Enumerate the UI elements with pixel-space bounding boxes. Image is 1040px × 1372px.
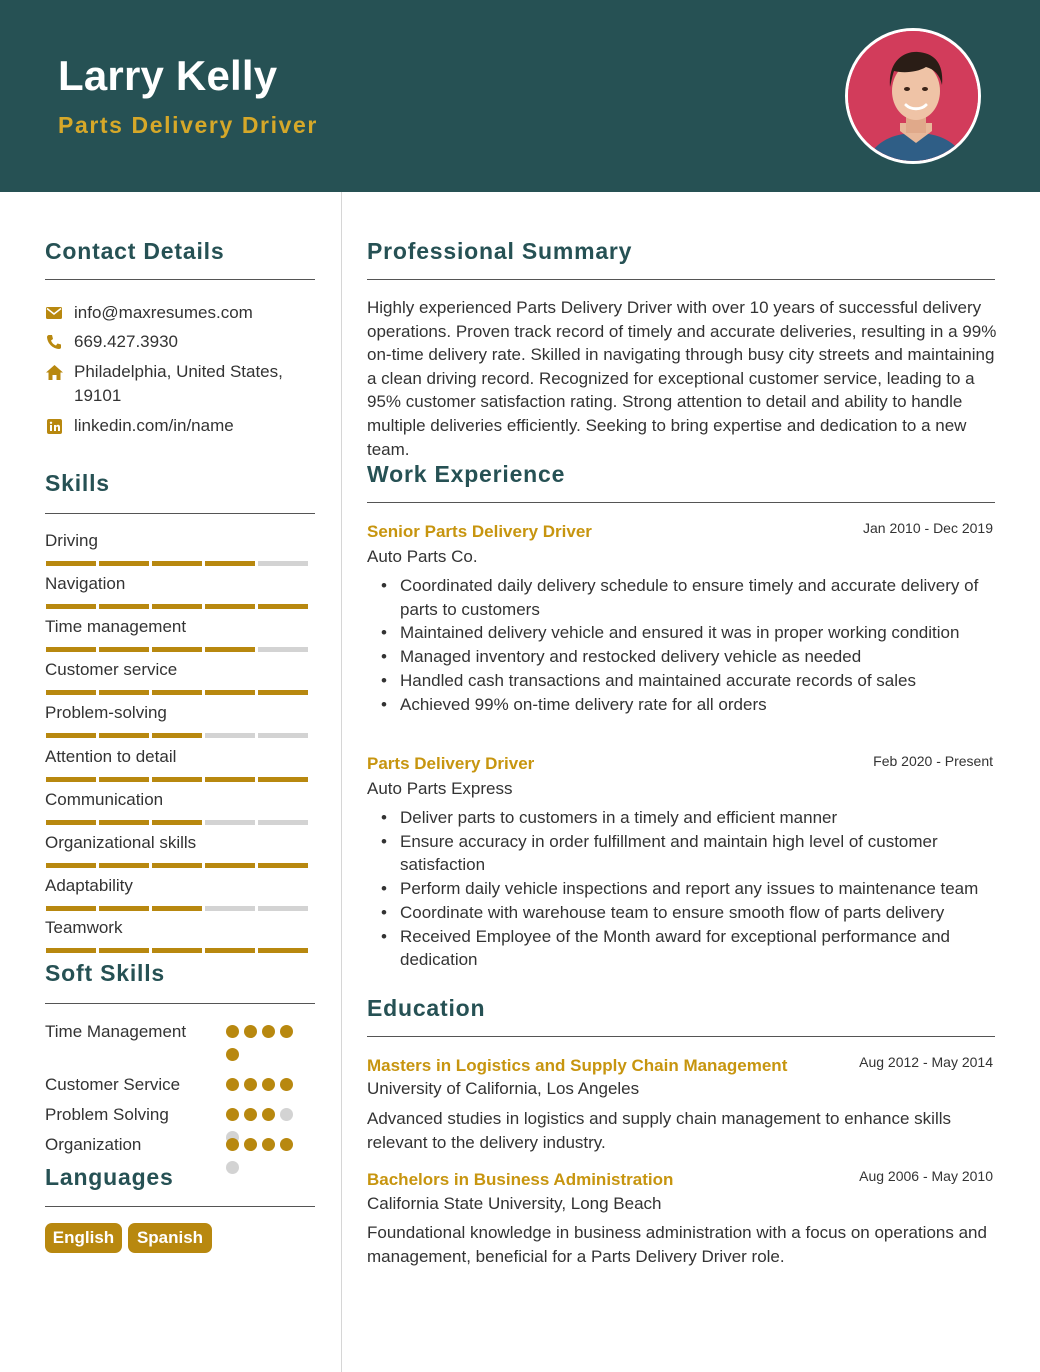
contact-linkedin [45, 414, 314, 438]
skill-level-bar [46, 820, 311, 825]
skill-level-segment [46, 777, 96, 782]
job-bullets [380, 806, 997, 972]
soft-skill-dot [280, 1025, 293, 1038]
skill-level-segment [99, 906, 149, 911]
skill-level-segment [46, 647, 96, 652]
soft-skill-dot [280, 1138, 293, 1151]
skill-level-segment [46, 863, 96, 868]
edu-degree: Masters in Logistics and Supply Chain Management [367, 1056, 788, 1075]
skill-label: Adaptability [45, 876, 133, 895]
soft-skill-dot [226, 1138, 239, 1151]
skill-level-segment [99, 561, 149, 566]
contact-phone [45, 330, 314, 354]
person-portrait-icon [848, 31, 981, 164]
edu-degree: Bachelors in Business Administration [367, 1170, 674, 1189]
skill-level-segment [258, 777, 308, 782]
skill-level-segment [99, 647, 149, 652]
skills-heading-rule [45, 513, 315, 514]
job-role: Parts Delivery Driver [367, 754, 535, 773]
experience-heading: Work Experience [367, 461, 566, 487]
contact-email [45, 301, 314, 325]
skill-level-segment [46, 906, 96, 911]
contact-heading: Contact Details [45, 238, 225, 264]
soft-skill-dot [280, 1108, 293, 1121]
skill-level-segment [99, 777, 149, 782]
skill-label: Attention to detail [45, 747, 177, 766]
job-dates: Feb 2020 - Present [873, 753, 993, 769]
skill-level-segment [205, 604, 255, 609]
skill-level-segment [99, 948, 149, 953]
skill-label: Navigation [45, 574, 126, 593]
contact-address-text: Philadelphia, United States, 19101 [74, 362, 283, 405]
skill-level-bar [46, 647, 311, 652]
skill-level-segment [152, 777, 202, 782]
soft-skill-label: Problem Solving [45, 1105, 169, 1124]
job-company: Auto Parts Express [367, 779, 513, 798]
skill-level-segment [205, 820, 255, 825]
education-heading-rule [367, 1036, 995, 1037]
skill-level-segment [152, 948, 202, 953]
skill-level-segment [152, 561, 202, 566]
list-item: • Deliver parts to customers in a timely and efficient manner [380, 806, 997, 830]
contact-phone-text: 669.427.3930 [74, 332, 178, 351]
skill-level-segment [46, 561, 96, 566]
skill-level-segment [258, 733, 308, 738]
language-pill: Spanish [128, 1223, 212, 1253]
skill-level-segment [258, 820, 308, 825]
soft-skill-dot [262, 1138, 275, 1151]
candidate-title: Parts Delivery Driver [58, 112, 318, 138]
skill-level-segment [99, 863, 149, 868]
soft-skill-dot [244, 1138, 257, 1151]
soft-skill-dot [226, 1108, 239, 1121]
soft-skill-dot [280, 1078, 293, 1091]
skill-level-bar [46, 561, 311, 566]
skill-level-segment [99, 733, 149, 738]
skill-level-segment [99, 820, 149, 825]
list-item: • Perform daily vehicle inspections and report any issues to maintenance team [380, 877, 997, 901]
edu-dates: Aug 2012 - May 2014 [859, 1054, 993, 1070]
envelope-icon [45, 301, 63, 325]
skill-level-segment [205, 777, 255, 782]
skill-label: Teamwork [45, 918, 123, 937]
skill-level-segment [46, 690, 96, 695]
edu-school: University of California, Los Angeles [367, 1079, 640, 1098]
list-item: • Achieved 99% on-time delivery rate for all orders [380, 693, 997, 717]
experience-heading-rule [367, 502, 995, 503]
list-item: • Maintained delivery vehicle and ensured it was in proper working condition [380, 621, 997, 645]
column-divider [341, 192, 342, 1372]
soft-skill-dot [244, 1108, 257, 1121]
job-role: Senior Parts Delivery Driver [367, 522, 592, 541]
skill-level-segment [205, 863, 255, 868]
edu-school: California State University, Long Beach [367, 1194, 662, 1213]
soft-skill-dot [226, 1025, 239, 1038]
skill-label: Driving [45, 531, 98, 550]
edu-dates: Aug 2006 - May 2010 [859, 1168, 993, 1184]
list-item: • Handled cash transactions and maintained accurate records of sales [380, 669, 997, 693]
skill-level-segment [46, 948, 96, 953]
summary-heading: Professional Summary [367, 238, 633, 264]
languages-heading: Languages [45, 1164, 174, 1190]
list-item: • Coordinate with warehouse team to ensure smooth flow of parts delivery [380, 901, 997, 925]
skill-level-segment [152, 820, 202, 825]
skill-level-bar [46, 690, 311, 695]
soft-skill-dot [244, 1078, 257, 1091]
list-item: • Ensure accuracy in order fulfillment and maintain high level of customer satisfaction [380, 830, 997, 877]
home-icon [45, 360, 63, 384]
skill-level-segment [258, 863, 308, 868]
linkedin-icon [45, 414, 63, 438]
soft-skill-label: Time Management [45, 1022, 187, 1041]
skill-level-segment [152, 863, 202, 868]
profile-photo [845, 28, 981, 164]
languages-heading-rule [45, 1206, 315, 1207]
skill-level-segment [258, 647, 308, 652]
skill-label: Problem-solving [45, 703, 167, 722]
skill-level-segment [152, 733, 202, 738]
skill-level-segment [205, 948, 255, 953]
job-dates: Jan 2010 - Dec 2019 [863, 520, 993, 536]
job-bullets [380, 574, 997, 716]
list-item: • Managed inventory and restocked delivery vehicle as needed [380, 645, 997, 669]
skill-level-segment [46, 820, 96, 825]
soft-skill-dot [262, 1078, 275, 1091]
summary-text: Highly experienced Parts Delivery Driver with over 10 years of successful delivery operations. Proven track record of timely and accurate deliveries, resulting in a 99% on-time delivery rate. Skilled in navigating through busy city streets and maintaining a clean driving record. Recognized for exceptional customer service, leading to a 95% customer satisfaction rating. Strong attention to detail and ability to handle multiple deliveries efficiently. Seeking to bring expertise and dedication to a new team. [367, 298, 997, 459]
candidate-name: Larry Kelly [58, 52, 278, 99]
phone-icon [45, 330, 63, 354]
soft-skill-dot [262, 1108, 275, 1121]
skill-level-segment [152, 906, 202, 911]
soft-skill-dot [226, 1078, 239, 1091]
skill-level-segment [205, 906, 255, 911]
skill-label: Customer service [45, 660, 178, 679]
soft-skill-dot [226, 1161, 239, 1174]
edu-description: Advanced studies in logistics and supply chain management to enhance skills relevant to the delivery industry. [367, 1109, 952, 1152]
skill-level-segment [258, 906, 308, 911]
skill-level-segment [205, 561, 255, 566]
skill-level-segment [258, 561, 308, 566]
skill-level-segment [205, 647, 255, 652]
job-company: Auto Parts Co. [367, 547, 478, 566]
resume-header [0, 0, 1040, 192]
skill-label: Communication [45, 790, 164, 809]
skill-level-segment [46, 604, 96, 609]
contact-linkedin-text: linkedin.com/in/name [74, 416, 234, 435]
skill-level-segment [258, 948, 308, 953]
edu-description: Foundational knowledge in business administration with a focus on operations and management, beneficial for a Parts Delivery Driver role. [367, 1223, 987, 1266]
skill-level-segment [99, 690, 149, 695]
skill-level-segment [205, 733, 255, 738]
contact-heading-rule [45, 279, 315, 280]
soft-skills-heading-rule [45, 1003, 315, 1004]
skill-level-bar [46, 948, 311, 953]
soft-skill-label: Customer Service [45, 1075, 181, 1094]
list-item: • Received Employee of the Month award for exceptional performance and dedication [380, 925, 997, 972]
skill-level-bar [46, 906, 311, 911]
skill-level-segment [46, 733, 96, 738]
skills-heading: Skills [45, 470, 110, 496]
skill-level-segment [152, 604, 202, 609]
skill-level-segment [152, 647, 202, 652]
skill-level-segment [258, 604, 308, 609]
soft-skill-dot [226, 1048, 239, 1061]
summary-heading-rule [367, 279, 995, 280]
contact-address [45, 360, 314, 408]
skill-level-segment [205, 690, 255, 695]
language-pill: English [45, 1223, 122, 1253]
list-item: • Coordinated daily delivery schedule to ensure timely and accurate delivery of parts to customers [380, 574, 997, 621]
skill-level-bar [46, 863, 311, 868]
skill-level-bar [46, 733, 311, 738]
education-heading: Education [367, 995, 486, 1021]
skill-level-bar [46, 604, 311, 609]
skill-level-bar [46, 777, 311, 782]
soft-skill-label: Organization [45, 1135, 142, 1154]
soft-skill-dot [262, 1025, 275, 1038]
skill-level-segment [258, 690, 308, 695]
skill-label: Organizational skills [45, 833, 197, 852]
skill-label: Time management [45, 617, 187, 636]
soft-skill-dot [244, 1025, 257, 1038]
skill-level-segment [99, 604, 149, 609]
skill-level-segment [152, 690, 202, 695]
contact-email-text: info@maxresumes.com [74, 303, 253, 322]
soft-skills-heading: Soft Skills [45, 960, 165, 986]
